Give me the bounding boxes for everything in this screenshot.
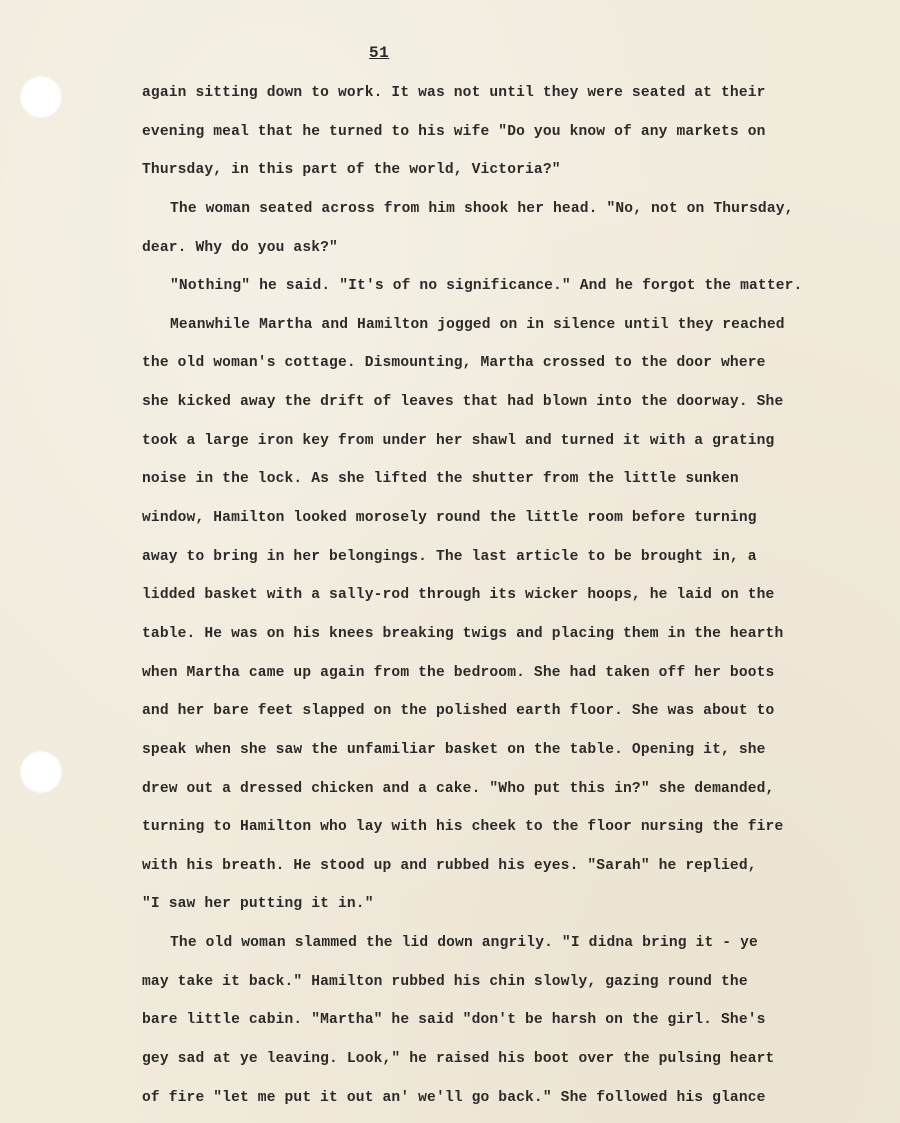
text-line: turning to Hamilton who lay with his cheek to the floor nursing the fire (142, 819, 784, 836)
punch-hole-top (20, 76, 62, 118)
text-line: evening meal that he turned to his wife "Do you know of any markets on (142, 123, 766, 140)
text-line: window, Hamilton looked morosely round the little room before turning (142, 510, 757, 527)
text-line: speak when she saw the unfamiliar basket on the table. Opening it, she (142, 741, 766, 758)
text-line: away to bring in her belongings. The last article to be brought in, a (142, 548, 757, 565)
text-line: and her bare feet slapped on the polished earth floor. She was about to (142, 703, 775, 720)
text-line: of fire "let me put it out an' we'll go back." She followed his glance (142, 1089, 766, 1106)
text-line: may take it back." Hamilton rubbed his chin slowly, gazing round the (142, 973, 748, 990)
text-line: with his breath. He stood up and rubbed his eyes. "Sarah" he replied, (142, 857, 757, 874)
text-line: took a large iron key from under her shawl and turned it with a grating (142, 432, 775, 449)
text-line: dear. Why do you ask?" (142, 239, 338, 256)
text-line: again sitting down to work. It was not until they were seated at their (142, 85, 766, 101)
text-line: noise in the lock. As she lifted the shutter from the little sunken (142, 471, 739, 488)
text-line: lidded basket with a sally-rod through its wicker hoops, he laid on the (142, 587, 775, 604)
text-line: Meanwhile Martha and Hamilton jogged on in silence until they reached (170, 316, 785, 333)
page-number: 51 (369, 44, 390, 62)
text-line: she kicked away the drift of leaves that had blown into the doorway. She (142, 394, 784, 411)
punch-hole-bottom (20, 751, 62, 793)
text-line: table. He was on his knees breaking twigs and placing them in the hearth (142, 625, 784, 642)
text-line: The woman seated across from him shook her head. "No, not on Thursday, (170, 200, 794, 217)
text-line: Thursday, in this part of the world, Victoria?" (142, 162, 561, 179)
text-line: bare little cabin. "Martha" he said "don't be harsh on the girl. She's (142, 1012, 766, 1029)
text-line: "Nothing" he said. "It's of no significance." And he forgot the matter. (170, 278, 803, 295)
text-line: the old woman's cottage. Dismounting, Martha crossed to the door where (142, 355, 766, 372)
text-line: gey sad at ye leaving. Look," he raised his boot over the pulsing heart (142, 1051, 775, 1068)
text-line: "I saw her putting it in." (142, 896, 374, 913)
text-line: when Martha came up again from the bedroom. She had taken off her boots (142, 664, 775, 681)
manuscript-text (142, 82, 862, 1117)
text-line: drew out a dressed chicken and a cake. "Who put this in?" she demanded, (142, 780, 775, 797)
text-line: The old woman slammed the lid down angrily. "I didna bring it - ye (170, 935, 758, 952)
